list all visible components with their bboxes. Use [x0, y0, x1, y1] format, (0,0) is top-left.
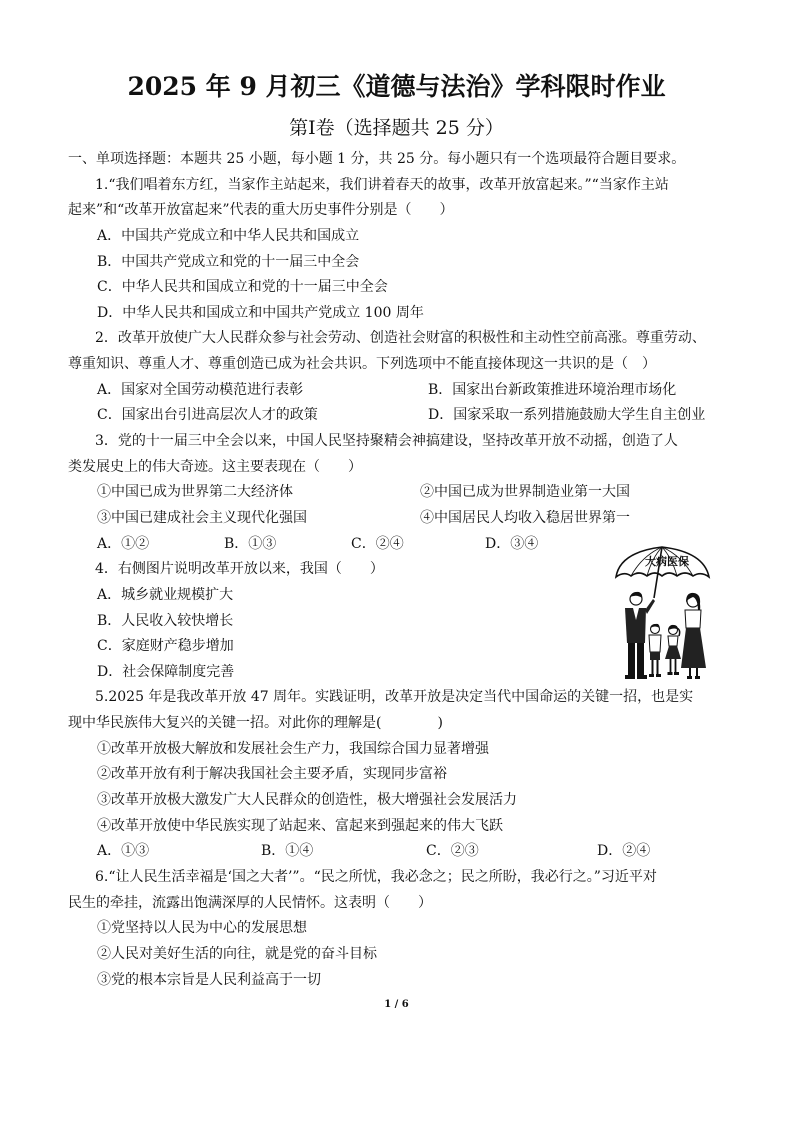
- q2-option-c: C．国家出台引进高层次人才的政策: [97, 407, 318, 424]
- q1-option-a: A．中国共产党成立和中华人民共和国成立: [97, 227, 360, 244]
- q5-option-b: B．①④: [261, 843, 314, 860]
- girl-figure: [665, 625, 681, 675]
- q6-statement-3: ③党的根本宗旨是人民利益高于一切: [97, 971, 321, 988]
- q5-statement-1: ①改革开放极大解放和发展社会生产力，我国综合国力显著增强: [97, 740, 489, 757]
- umbrella-family-illustration: [612, 544, 712, 684]
- umbrella-label: 大病医保: [645, 555, 689, 568]
- q2-option-a: A．国家对全国劳动模范进行表彰: [97, 381, 304, 398]
- q4-stem-line: 4．右侧图片说明改革开放以来，我国（ ）: [95, 561, 384, 578]
- q3-statement-4: ④中国居民人均收入稳居世界第一: [420, 509, 630, 526]
- q3-option-d: D．③④: [485, 535, 539, 552]
- q3-option-a: A．①②: [97, 535, 150, 552]
- q5-option-d: D．②④: [597, 843, 651, 860]
- page-number: 1 / 6: [384, 999, 409, 1010]
- q2-stem-line: 尊重知识、尊重人才、尊重创造已成为社会共识。下列选项中不能直接体现这一共识的是（ ）: [68, 356, 656, 373]
- q3-option-c: C．②④: [351, 535, 404, 552]
- q3-statement-1: ①中国已成为世界第二大经济体: [97, 484, 293, 501]
- q4-option-a: A．城乡就业规模扩大: [97, 586, 234, 603]
- q1-option-b: B．中国共产党成立和党的十一届三中全会: [97, 253, 360, 270]
- q6-statement-2: ②人民对美好生活的向往，就是党的奋斗目标: [97, 945, 377, 962]
- page-title: 2025 年 9 月初三《道德与法治》学科限时作业: [127, 72, 666, 101]
- q6-statement-1: ①党坚持以人民为中心的发展思想: [97, 920, 307, 937]
- q3-option-b: B．①③: [224, 535, 277, 552]
- q1-stem-line: 1.“我们唱着东方红，当家作主站起来，我们讲着春天的故事，改革开放富起来。”“当家作主站: [95, 176, 669, 193]
- q3-statement-2: ②中国已成为世界制造业第一大国: [420, 484, 630, 501]
- q3-statement-3: ③中国已建成社会主义现代化强国: [97, 509, 307, 526]
- q1-stem-line: 起来”和“改革开放富起来”代表的重大历史事件分别是（ ）: [68, 202, 454, 219]
- section-heading: 一、单项选择题：本题共 25 小题，每小题 1 分，共 25 分。每小题只有一个选项最符合题目要求。: [68, 151, 686, 167]
- q5-option-c: C．②③: [426, 843, 479, 860]
- boy-figure: [649, 624, 661, 677]
- q2-options-row: [68, 403, 730, 429]
- q5-stem-line: 5.2025 年是我改革开放 47 周年。实践证明，改革开放是决定当代中国命运的关键一招，也是实: [95, 689, 694, 706]
- q5-statement-3: ③改革开放极大激发广大人民群众的创造性，极大增强社会发展活力: [97, 792, 517, 809]
- q4-option-d: D．社会保障制度完善: [97, 663, 235, 680]
- q3-stem-line: 类发展史上的伟大奇迹。这主要表现在（ ）: [68, 458, 362, 475]
- q2-options-row: [68, 378, 730, 404]
- q4-illustration: [612, 544, 712, 684]
- q3-statements-row: [68, 480, 730, 506]
- q5-statement-2: ②改革开放有利于解决我国社会主要矛盾，实现同步富裕: [97, 766, 447, 783]
- q3-stem-line: 3．党的十一届三中全会以来，中国人民坚持聚精会神搞建设，坚持改革开放不动摇，创造了人: [95, 433, 678, 450]
- q4-option-b: B．人民收入较快增长: [97, 612, 234, 629]
- q6-stem-line: 6.“让人民生活幸福是‘国之大者’”。“民之所忧，我必念之；民之所盼，我必行之。”习近平对: [95, 868, 657, 885]
- q5-option-a: A．①③: [97, 843, 150, 860]
- q2-stem-line: 2．改革开放使广大人民群众参与社会劳动、创造社会财富的积极性和主动性空前高涨。尊重劳动、: [95, 330, 706, 347]
- q1-option-d: D．中华人民共和国成立和中国共产党成立 100 周年: [97, 304, 424, 321]
- q1-option-c: C．中华人民共和国成立和党的十一届三中全会: [97, 279, 388, 296]
- q2-option-d: D．国家采取一系列措施鼓励大学生自主创业: [428, 407, 706, 424]
- q3-statements-row: [68, 506, 730, 532]
- q5-options-row: [68, 839, 730, 865]
- q4-option-c: C．家庭财产稳步增加: [97, 638, 234, 655]
- q5-stem-line: 现中华民族伟大复兴的关键一招。对此你的理解是( ): [68, 715, 443, 732]
- woman-figure: [681, 593, 706, 679]
- section-subtitle: 第Ⅰ卷（选择题共 25 分）: [289, 117, 504, 139]
- q6-stem-line: 民生的牵挂，流露出饱满深厚的人民情怀。这表明（ ）: [68, 894, 432, 911]
- q2-option-b: B．国家出台新政策推进环境治理市场化: [428, 381, 677, 398]
- q5-statement-4: ④改革开放使中华民族实现了站起来、富起来到强起来的伟大飞跃: [97, 817, 503, 834]
